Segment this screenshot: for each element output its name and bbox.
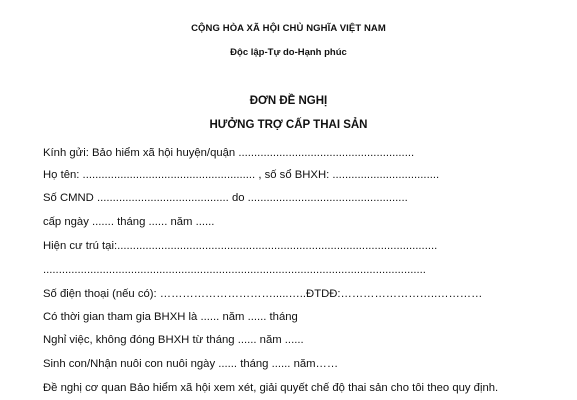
request-statement-line: Đề nghị cơ quan Bảo hiểm xã hội xem xét, giải quyết chế độ thai sản cho tôi theo quy định. [43, 382, 499, 394]
national-title: CỘNG HÒA XÃ HỘI CHỦ NGHĨA VIỆT NAM [191, 23, 386, 34]
id-card-line: Số CMND .......................................... do ................................................... [43, 192, 408, 204]
residence-line: Hiện cư trú tại:...................................................................................................... [43, 240, 438, 252]
leave-work-line: Nghỉ việc, không đóng BHXH từ tháng ...... năm ...... [43, 334, 304, 346]
national-motto: Độc lập-Tự do-Hạnh phúc [230, 47, 347, 58]
addressee-line: Kính gửi: Bảo hiểm xã hội huyện/quận ........................................................ [43, 147, 415, 159]
insurance-period-line: Có thời gian tham gia BHXH là ...... năm ...... tháng [43, 311, 298, 323]
name-line: Họ tên: ....................................................... , số sổ BHXH: .................................. [43, 169, 440, 181]
form-title: ĐƠN ĐỀ NGHỊ [249, 95, 328, 107]
issue-date-line: cấp ngày ....... tháng ...... năm ...... [43, 216, 215, 228]
phone-line: Số điện thoại (nếu có): ………………………….....…..ĐTDĐ:……………………..………… [43, 288, 483, 300]
childbirth-date-line: Sinh con/Nhận nuôi con nuôi ngày ...... tháng ...... năm…… [43, 358, 339, 370]
residence-continuation-line: .......................................................................................................................... [43, 264, 426, 276]
form-subtitle: HƯỞNG TRỢ CẤP THAI SẢN [209, 119, 368, 131]
